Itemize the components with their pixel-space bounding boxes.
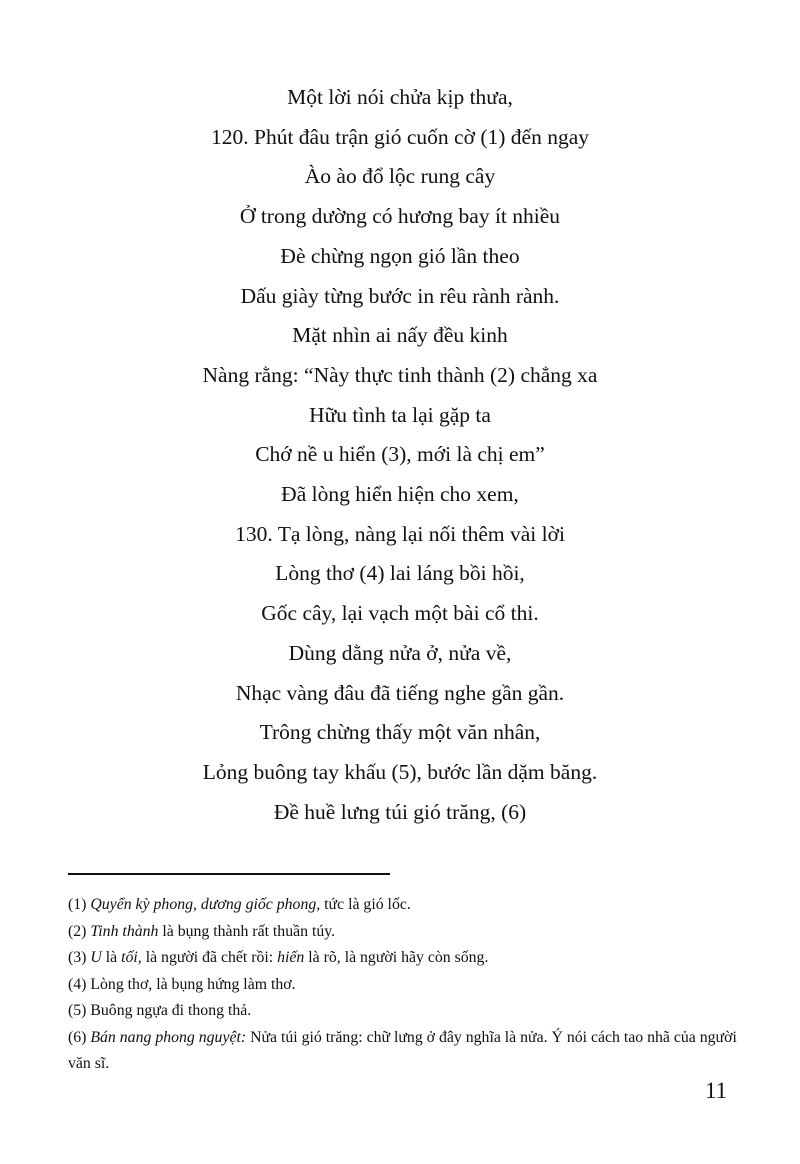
- footnote-number: (4): [68, 975, 87, 993]
- footnote-6: [68, 1025, 738, 1078]
- footnote-text: là bụng thành rất thuần túy.: [162, 922, 336, 940]
- footnote-number: (5): [68, 1002, 87, 1019]
- poem-line: Dấu giày từng bước in rêu rành rành.: [240, 283, 560, 308]
- poem-line: Chớ nề u hiển (3), mới là chị em”: [255, 442, 545, 467]
- poem-line: Lòng thơ (4) lai láng bồi hồi,: [275, 561, 525, 586]
- footnote-number: (2): [68, 922, 87, 940]
- footnote-text: Lòng thơ, là bụng hứng làm thơ.: [90, 975, 296, 993]
- footnote-number: (1): [68, 896, 87, 913]
- poem-line: Hữu tình ta lại gặp ta: [309, 402, 491, 427]
- poem-line: Đè chừng ngọn gió lần theo: [280, 243, 520, 268]
- footnote-number: (6): [68, 1028, 87, 1046]
- poem-line: 120. Phút đâu trận gió cuốn cờ (1) đến ngay: [211, 124, 589, 149]
- footnote-term: hiển: [277, 949, 305, 966]
- poem-line: Nhạc vàng đâu đã tiếng nghe gần gần.: [235, 680, 565, 705]
- footnote-term: Bán nang phong nguyệt:: [90, 1028, 247, 1046]
- footnote-4: [68, 972, 738, 999]
- poem-line: Ở trong dường có hương bay ít nhiều: [239, 204, 561, 229]
- poem-line: Một lời nói chửa kịp thưa,: [287, 85, 513, 109]
- footnote-1: [68, 892, 738, 919]
- poem-line: Trông chừng thấy một văn nhân,: [259, 720, 541, 745]
- footnote-3: [68, 945, 738, 972]
- poem-text: [0, 78, 800, 832]
- footnote-term: U: [90, 949, 102, 966]
- poem-line: Đã lòng hiển hiện cho xem,: [281, 482, 519, 507]
- footnote-number: (3): [68, 949, 87, 966]
- footnote-text: là: [105, 949, 118, 966]
- footnote-text: Buông ngựa đi thong thả.: [90, 1002, 252, 1019]
- footnote-text: là rõ, là người hãy còn sống.: [308, 949, 489, 966]
- poem-line: Đề huề lưng túi gió trăng, (6): [273, 799, 527, 824]
- poem-line: Ào ào đổ lộc rung cây: [304, 164, 496, 189]
- footnote-term: Quyển kỳ phong, dương giốc phong,: [90, 896, 321, 913]
- poem-line: Gốc cây, lại vạch một bài cổ thi.: [261, 601, 539, 626]
- footnote-text: Nửa túi gió trăng: chữ lưng ở đây nghĩa là nửa. Ý nói cách tao nhã của người văn sĩ.: [68, 1028, 737, 1072]
- footnote-2: [68, 919, 738, 946]
- footnotes: [68, 892, 738, 1078]
- poem-line: Lỏng buông tay khấu (5), bước lần dặm băng.: [202, 759, 598, 784]
- footnote-term: tối,: [121, 949, 142, 966]
- footnote-text: tức là gió lốc.: [324, 896, 411, 913]
- page-number: 11: [705, 1078, 728, 1103]
- poem-line: Mặt nhìn ai nấy đều kinh: [292, 323, 508, 348]
- footnote-divider: [68, 873, 390, 875]
- footnote-text: là người đã chết rồi:: [145, 949, 274, 966]
- poem-line: Dùng dằng nửa ở, nửa về,: [288, 640, 512, 665]
- footnote-term: Tinh thành: [90, 922, 159, 940]
- poem-line: 130. Tạ lòng, nàng lại nối thêm vài lời: [235, 521, 565, 546]
- poem-line: Nàng rằng: “Này thực tinh thành (2) chẳng xa: [202, 362, 598, 387]
- footnote-5: [68, 998, 738, 1025]
